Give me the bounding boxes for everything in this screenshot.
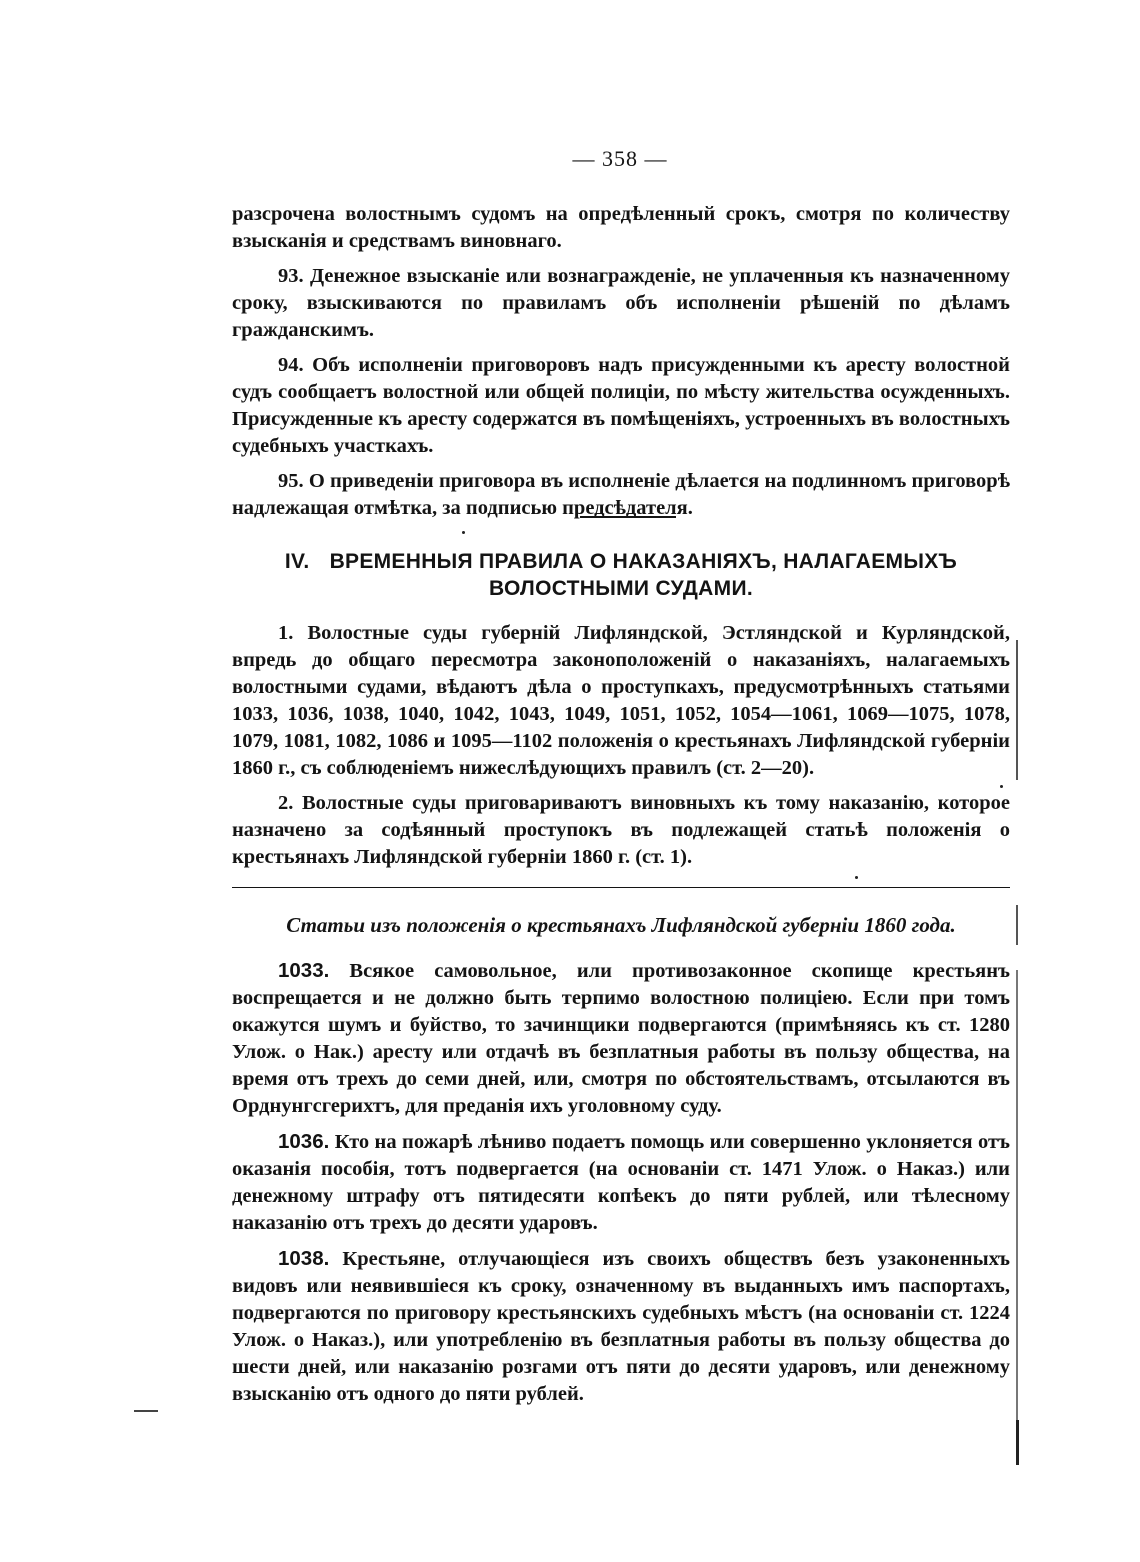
margin-scan-line [1016,640,1018,780]
section-heading [232,548,1010,602]
article-number: 1033. [278,959,330,982]
section-paragraph-2: 2. Волостные суды приговариваютъ виновныхъ къ тому наказанію, которое назначено за содѣянный проступокъ въ подлежащей статьѣ положенія о крестьянахъ Лифляндской губерніи 1860 г. (ст. 1). [232,792,1010,868]
article-text: Всякое самовольное, или противозаконное скопище крестьянъ воспрещается и не должно быть терпимо волостною полиціею. Если при томъ окажутся шумъ и буйство, то зачинщики подвергаются (примѣняясь къ ст. 1280 Улож. о Нак.) аресту или отдачѣ въ безплатныя работы въ пользу общества, на время отъ трехъ до семи дней, или, смотря по обстоятельствамъ, отсылаются въ Орднунгсгерихтъ, для преданія ихъ уголовному суду. [232,960,1011,1117]
article-number: 1036. [278,1130,330,1153]
margin-scan-line [1016,905,1018,945]
scan-mark [134,1410,158,1412]
article-1033 [232,957,1010,1120]
article-text: Крестьяне, отлучающіеся изъ своихъ обществъ безъ узаконенныхъ видовъ или неявившіеся къ сроку, означенному въ выданныхъ имъ паспортахъ, подвергаются по приговору крестьянскихъ судебныхъ мѣстъ (на основаніи ст. 1224 Улож. о Наказ.), или употребленію въ безплатныя работы въ пользу общества до шести дней, или наказанію розгами отъ пяти до десяти ударовъ, или денежному взысканію отъ одного до пяти рублей. [232,1248,1010,1405]
section-paragraph-1: 1. Волостные суды губерній Лифляндской, Эстляндской и Курляндской, впредь до общаго пересмотра законоположеній о наказаніяхъ, налагаемыхъ волостными судами, вѣдаютъ дѣла о проступкахъ, предусмотрѣнныхъ статьями 1033, 1036, 1038, 1040, 1042, 1043, 1049, 1051, 1052, 1054—1061, 1069—1075, 1078, 1079, 1081, 1082, 1086 и 1095—1102 положенія о крестьянахъ Лифляндской губерніи 1860 г., съ соблюденіемъ нижеслѣдующихъ правилъ (ст. 2—20). [232,622,1010,779]
scan-speck [1000,785,1003,788]
paragraph-continuation: разсрочена волостнымъ судомъ на опредѣленный срокъ, смотря по количеству взысканія и средствамъ виновнаго. [232,203,1010,252]
scan-speck [855,876,858,879]
section-text-block [232,620,1010,871]
article-1038 [232,1245,1010,1408]
top-text-block [232,201,1010,522]
scan-speck [462,531,465,534]
section-divider-long [232,887,1010,888]
article-1036 [232,1128,1010,1237]
margin-scan-line [1016,1420,1019,1465]
page-number: — 358 — [572,146,668,171]
article-text: Кто на пожарѣ лѣниво подаетъ помощь или совершенно уклоняется отъ оказанія пособія, тотъ подвергается (на основаніи ст. 1471 Улож. о Наказ.) или денежному штрафу отъ пятидесяти копѣекъ до пяти рублей, или тѣлесному наказанію отъ трехъ до десяти ударовъ. [232,1131,1010,1234]
articles-subheading: Статьи изъ положенія о крестьянахъ Лифляндской губерніи 1860 года. [286,913,956,937]
section-title: ВРЕМЕННЫЯ ПРАВИЛА О НАКАЗАНІЯХЪ, НАЛАГАЕМЫХЪ ВОЛОСТНЫМИ СУДАМИ. [329,550,958,600]
paragraph-94: 94. Объ исполненіи приговоровъ надъ присужденными къ аресту волостной судъ сообщаетъ волостной или общей полиціи, по мѣсту жительства осужденныхъ. Присужденные къ аресту содержатся въ помѣщеніяхъ, устроенныхъ въ волостныхъ судебныхъ участкахъ. [232,354,1010,457]
article-number: 1038. [278,1247,330,1270]
margin-scan-line [1016,970,1018,1460]
paragraph-95: 95. О приведеніи приговора въ исполненіе дѣлается на подлинномъ приговорѣ надлежащая отмѣтка, за подписью предсѣдателя. [232,470,1010,519]
section-number: IV. [284,550,310,573]
articles-block [232,957,1010,1408]
section-divider-short [580,516,676,518]
paragraph-93: 93. Денежное взысканіе или вознагражденіе, не уплаченныя къ назначенному сроку, взыскиваются по правиламъ объ исполненіи рѣшеній по дѣламъ гражданскимъ. [232,265,1010,341]
